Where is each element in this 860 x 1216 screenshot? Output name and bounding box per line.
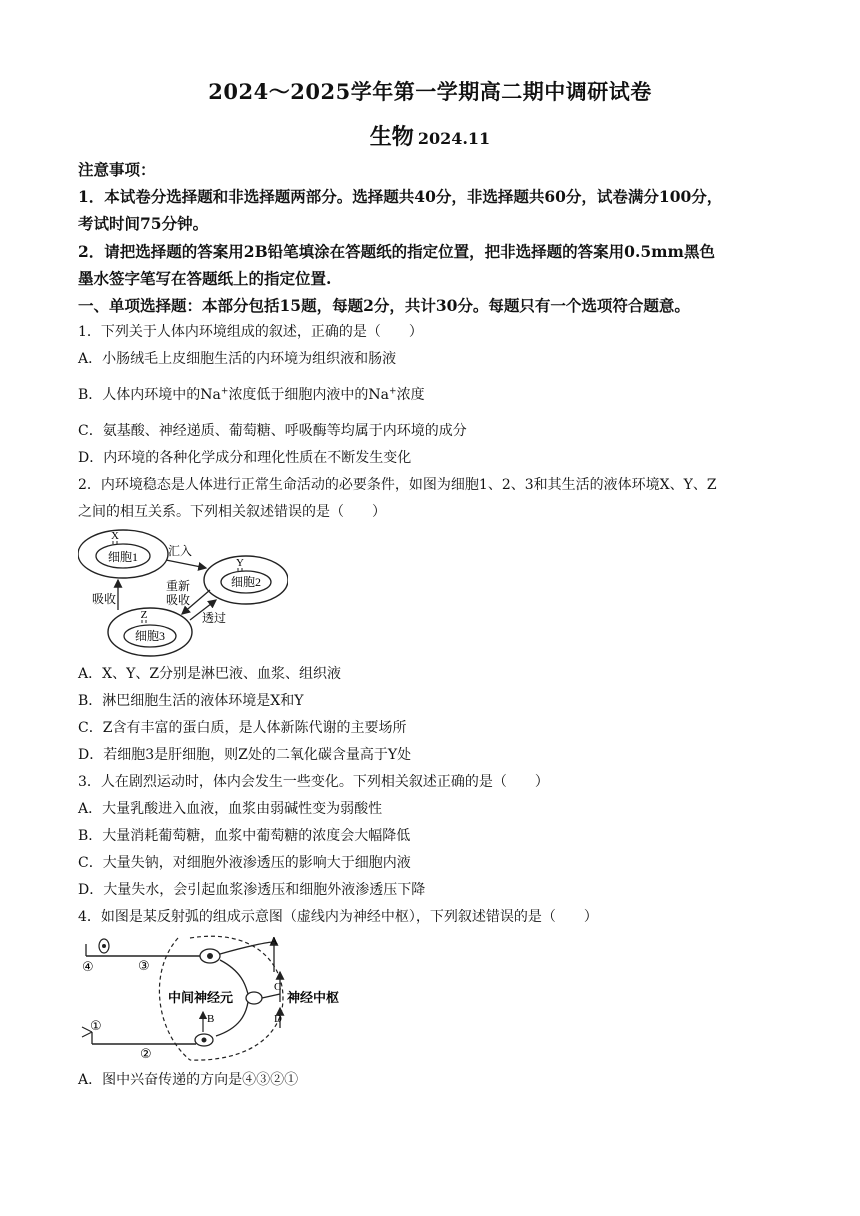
label-b: B — [207, 1013, 215, 1025]
x-label: X — [111, 530, 119, 542]
notice-item-2-line-2: 墨水签字笔写在答题纸上的指定位置. — [78, 269, 332, 288]
label-1: ① — [90, 1019, 102, 1034]
notice-item-1-line-1: 1．本试卷分选择题和非选择题两部分。选择题共40分，非选择题共60分，试卷满分100分， — [78, 187, 723, 206]
section-1-heading: 一、单项选择题：本部分包括15题，每题2分，共计30分。每题只有一个选项符合题意。 — [78, 296, 690, 315]
label-2: ② — [140, 1047, 152, 1062]
q2-diagram — [78, 528, 288, 658]
notice-heading: 注意事项： — [78, 160, 156, 179]
huiru-label: 汇入 — [168, 544, 193, 558]
interneuron-body — [246, 992, 262, 1004]
chongxin-label: 重新 — [166, 579, 191, 593]
q3-option-d: D．大量失水，会引起血浆渗透压和细胞外液渗透压下降 — [78, 882, 426, 898]
notice-item-1-line-2: 考试时间75分钟。 — [78, 214, 209, 233]
subject-name: 生物 — [369, 124, 414, 150]
label-a: A — [270, 935, 278, 947]
q3-option-a: A．大量乳酸进入血液，血浆由弱碱性变为弱酸性 — [78, 801, 383, 817]
q3-option-c: C．大量失钠，对细胞外液渗透压的影响大于细胞内液 — [78, 855, 411, 871]
touguo-label: 透过 — [202, 611, 227, 625]
q4-option-a: A．图中兴奋传递的方向是④③②① — [78, 1072, 299, 1088]
q4-stem: 4．如图是某反射弧的组成示意图（虚线内为神经中枢），下列叙述错误的是（ ） — [78, 909, 598, 925]
q1-option-b-part-1: B．人体内环境中的Na — [78, 387, 221, 403]
cell-3-label: 细胞3 — [134, 629, 166, 643]
q3-option-b: B．大量消耗葡萄糖，血浆中葡萄糖的浓度会大幅降低 — [78, 828, 411, 844]
q2-option-a: A．X、Y、Z分别是淋巴液、血浆、组织液 — [78, 666, 342, 682]
q1-option-d: D．内环境的各种化学成分和理化性质在不断发生变化 — [78, 450, 412, 466]
q2-option-c: C．Z含有丰富的蛋白质，是人体新陈代谢的主要场所 — [78, 720, 407, 736]
q1-option-b — [78, 385, 788, 405]
z-label: Z — [140, 609, 148, 621]
q1-stem: 1．下列关于人体内环境组成的叙述，正确的是（ ） — [78, 324, 423, 340]
label-c: C — [274, 981, 282, 993]
q3-stem: 3．人在剧烈运动时，体内会发生一些变化。下列相关叙述正确的是（ ） — [78, 774, 549, 790]
sodium-charge-2: + — [389, 386, 397, 397]
cell-1-label: 细胞1 — [107, 550, 139, 564]
q1-option-b-part-3: 浓度 — [396, 387, 425, 403]
q2-option-d: D．若细胞3是肝细胞，则Z处的二氧化碳含量高于Y处 — [78, 747, 412, 763]
q2-option-b: B．淋巴细胞生活的液体环境是X和Y — [78, 693, 304, 709]
interneuron-label: 中间神经元 — [168, 991, 234, 1006]
label-4: ④ — [82, 960, 94, 975]
exam-date: 2024.11 — [417, 129, 491, 148]
q1-option-c: C．氨基酸、神经递质、葡萄糖、呼吸酶等均属于内环境的成分 — [78, 423, 467, 439]
sodium-charge-1: + — [220, 386, 229, 397]
label-d: D — [274, 1013, 282, 1025]
center-label: 神经中枢 — [287, 991, 340, 1006]
notice-item-2-line-1: 2．请把选择题的答案用2B铅笔填涂在答题纸的指定位置，把非选择题的答案用0.5mm黑色 — [78, 242, 715, 261]
q1-option-a: A．小肠绒毛上皮细胞生活的内环境为组织液和肠液 — [78, 351, 397, 367]
q1-option-b-part-2: 浓度低于细胞内液中的Na — [228, 387, 390, 403]
label-3: ③ — [138, 959, 150, 974]
q4-reflex-arc-diagram — [78, 932, 348, 1064]
cell-2-label: 细胞2 — [230, 575, 262, 589]
q2-stem-line-1: 2．内环境稳态是人体进行正常生命活动的必要条件，如图为细胞1、2、3和其生活的液体环境X、Y、Z — [78, 477, 717, 493]
q2-stem-line-2: 之间的相互关系。下列相关叙述错误的是（ ） — [78, 504, 386, 520]
arrow-x-to-y — [166, 560, 206, 568]
chongxin-xishou-label: 吸收 — [166, 593, 191, 607]
xishou-label: 吸收 — [92, 592, 117, 606]
subject-title — [0, 120, 860, 151]
page-title: 2024～2025学年第一学期高二期中调研试卷 — [208, 79, 652, 104]
y-label: Y — [236, 557, 244, 569]
